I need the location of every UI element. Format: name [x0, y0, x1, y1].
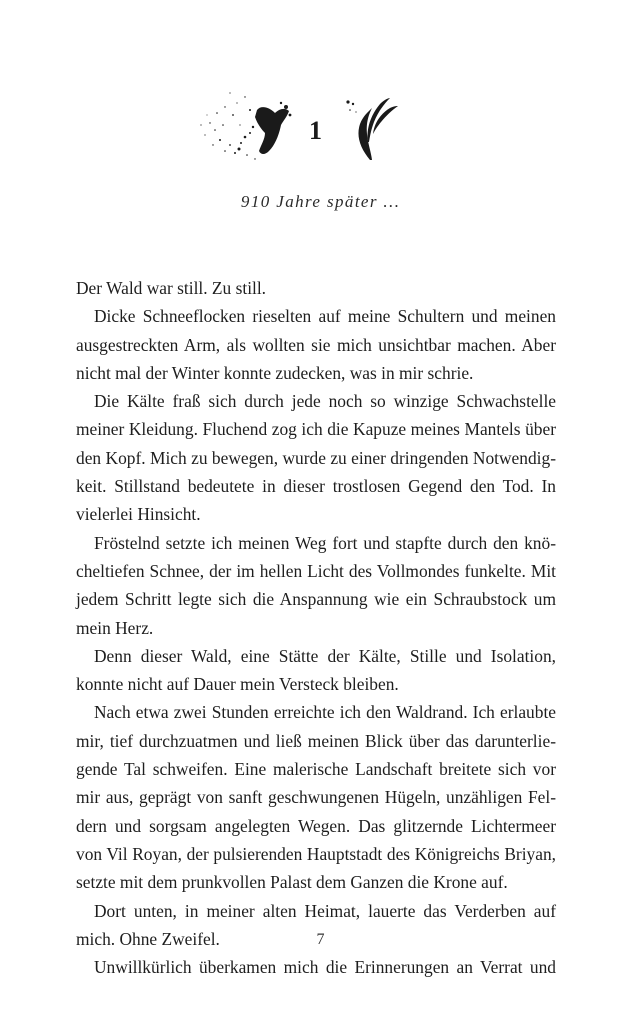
chapter-subtitle: 910 Jahre später … [240, 192, 401, 211]
paragraph: Die Kälte fraß sich durch jede noch so winzige Schwachstelle meiner Kleidung. Fluchend zog ich die Kapuze meines Mantels über den Kopf. Mich zu bewegen, wurde zu einer dringenden Notwendigkeit. Stillstand bedeutete in dieser trostlosen Gegend den Tod. In vielerlei Hinsicht. [76, 391, 556, 525]
paragraph: Nach etwa zwei Stunden erreichte ich den Waldrand. Ich erlaubte mir, tief durchzuatmen und ließ meinen Blick über das darunterliegende Tal schweifen. Eine malerische Landschaft breitete sich vor mir aus, geprägt von sanft geschwungenen Hügeln, unzähligen Feldern und sorgsam angelegten Wegen. Das glitzernde Lichtermeer von Vil Royan, der pulsierenden Hauptstadt des Königreichs Briyan, setzte mit dem prunkvollen Palast dem Ganzen die Krone auf. [76, 702, 556, 893]
feather-quill-icon [340, 90, 398, 162]
paragraph: Dicke Schneeflocken rieselten auf meine Schultern und meinen ausgestreckten Arm, als wollten sie mich unsichtbar machen. Aber nicht mal der Winter konnte zudecken, was in mir schrie. [76, 306, 556, 383]
chapter-heading [0, 80, 641, 170]
paragraph: Der Wald war still. Zu still. [76, 278, 267, 298]
page-number: 7 [316, 931, 325, 948]
chapter-number: 1 [309, 116, 322, 145]
paragraph: Denn dieser Wald, eine Stätte der Kälte, Stille und Isolation, konnte nicht auf Dauer mein Versteck bleiben. [76, 645, 556, 695]
paragraph: Fröstelnd setzte ich meinen Weg fort und stapfte durch den knöcheltiefen Schnee, der im hellen Licht des Vollmondes funkelte. Mit jedem Schritt legte sich die Anspannung wie ein Schraubstock um mein Herz. [76, 532, 556, 638]
paragraph: Unwillkürlich überkamen mich die Erinnerungen an Verrat und [94, 957, 556, 978]
paragraph: Dort unten, in meiner alten Heimat, lauerte das Verderben auf mich. Ohne Zweifel. [76, 900, 556, 949]
ink-splatter-bird-icon [195, 85, 295, 165]
chapter-body [76, 274, 556, 981]
